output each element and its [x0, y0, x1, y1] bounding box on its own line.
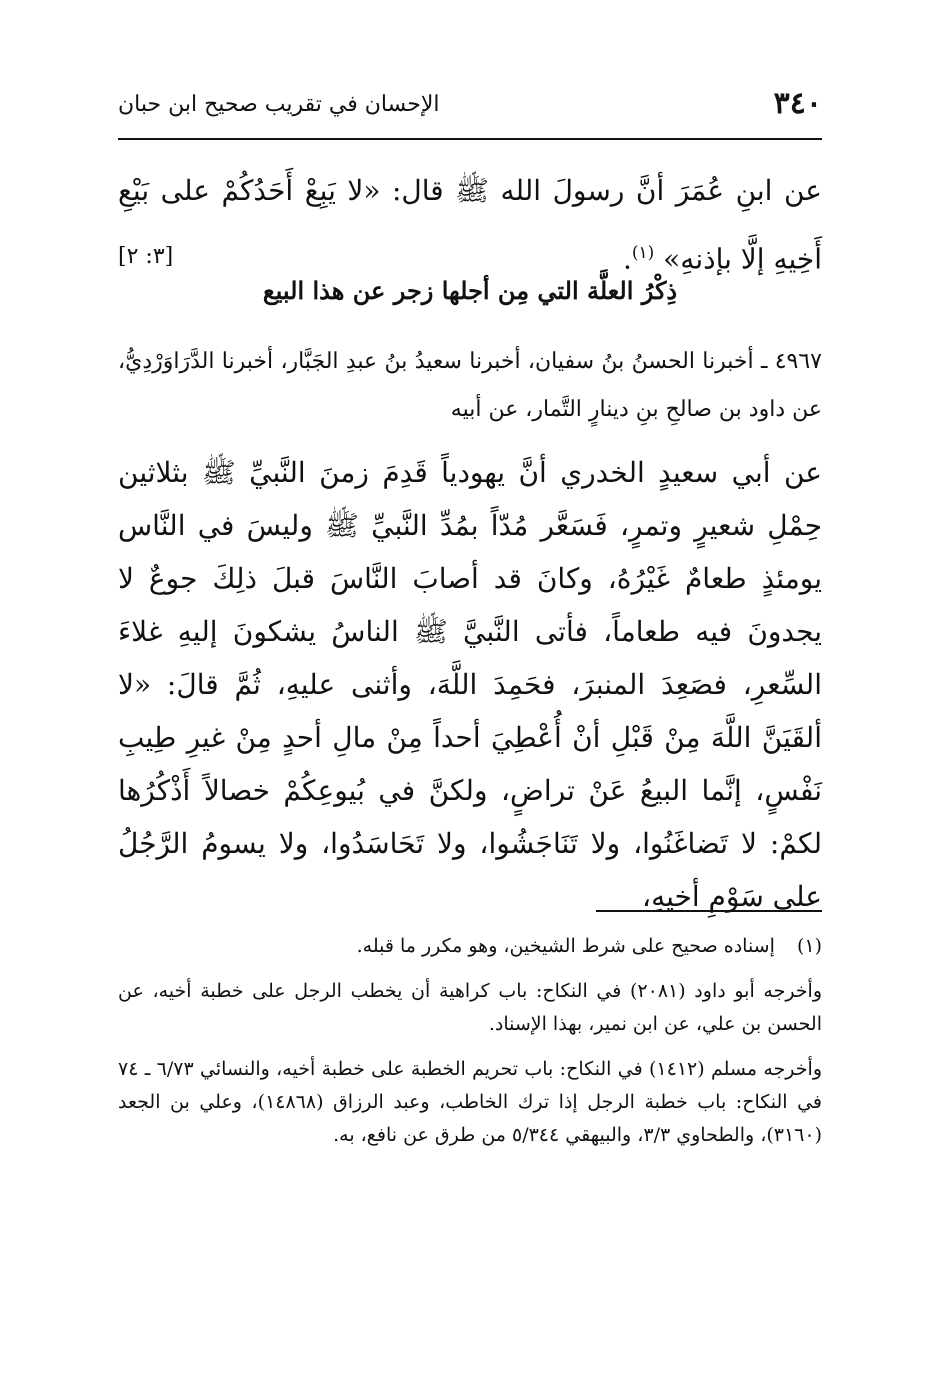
- volume-reference: [٣: ٢]: [118, 244, 174, 269]
- footnote-text: وأخرجه مسلم (١٤١٢) في النكاح: باب تحريم الخطبة على خطبة أخيه، والنسائي ٦/٧٣ ـ ٧٤ في النكاح: باب خطبة الرجل إذا ترك الخاطب، وعبد الرزاق (١٤٨٦٨)، وعلي بن الجعد (٣١٦٠)، والطحاوي ٣/٣، والبيهقي ٥/٣٤٤ من طرق عن نافع، به.: [118, 1058, 823, 1146]
- hadith-paragraph-first: عن ابنِ عُمَرَ أنَّ رسولَ الله ﷺ قال: «لا يَبِعْ أَحَدُكُمْ على بَيْعِ أَخِيهِ إلَّا بإذنهِ» $^{(١)}$. [٣: ٢]: [118, 160, 822, 290]
- footnote-number: (١): [796, 935, 822, 957]
- matn-paragraph: عن أبي سعيدٍ الخدري أنَّ يهودياً قَدِمَ زمنَ النَّبيِّ ﷺ بثلاثين حِمْلِ شعيرٍ وتمرٍ، فَسَعَّر مُدّاً بمُدِّ النَّبيِّ ﷺ وليسَ في النَّاس يومئذٍ طعامٌ غَيْرُهُ، وكانَ قد أصابَ النَّاسَ قبلَ ذلِكَ جوعٌ لا يجدونَ فيه طعاماً، فأتى النَّبيَّ ﷺ الناسُ يشكونَ إليهِ غلاءَ السِّعرِ، فصَعِدَ المنبرَ، فحَمِدَ اللَّهَ، وأثنى عليهِ، ثُمَّ قالَ: «لا ألقَيَنَّ اللَّهَ مِنْ قَبْلِ أنْ أُعْطِيَ أحداً مِنْ مالِ أحدٍ مِنْ غيرِ طِيبِ نَفْسٍ، إنَّما البيعُ عَنْ تراضٍ، ولكنَّ في بُيوعِكُمْ خصالاً أَذْكُرُها لكمْ: لا تَضاغَنُوا، ولا تَنَاجَشُوا، ولا تَحَاسَدُوا، ولا يسومُ الرَّجُلُ على سَوْمِ أخيهِ،: [118, 456, 822, 913]
- footnotes-section: [118, 930, 822, 1164]
- footnote-item: [118, 930, 822, 963]
- footnote-item: [118, 975, 822, 1041]
- footnote-item: [118, 1053, 822, 1152]
- footnote-text: وأخرجه أبو داود (٢٠٨١) في النكاح: باب كراهية أن يخطب الرجل على خطبة أخيه، عن الحسن بن علي، عن ابن نمير، بهذا الإسناد.: [118, 980, 823, 1035]
- footnote-marker: (١): [631, 243, 655, 263]
- page-header: [118, 86, 822, 136]
- isnad-paragraph: ٤٩٦٧ ـ أخبرنا الحسنُ بنُ سفيان، أخبرنا سعيدُ بنُ عبدِ الجَبَّار، أخبرنا الدَّرَاوَرْدِيُّ، عن داود بن صالحِ بنِ دينارٍ التَّمار، عن أبيه: [118, 349, 822, 422]
- footnote-divider: [596, 910, 822, 912]
- page-number: ٣٤٠: [773, 86, 822, 121]
- header-divider: [118, 138, 822, 140]
- chapter-title: ذِكْرُ العلَّة التي مِن أجلها زجر عن هذا البيع: [262, 276, 678, 305]
- hadith-text: عن ابنِ عُمَرَ أنَّ رسولَ الله ﷺ قال: «لا يَبِعْ أَحَدُكُمْ على بَيْعِ أَخِيهِ إلَّا بإذنهِ»: [118, 174, 822, 276]
- running-title: الإحسان في تقريب صحيح ابن حبان: [118, 92, 440, 117]
- footnote-text: إسناده صحيح على شرط الشيخين، وهو مكرر ما قبله.: [356, 935, 775, 957]
